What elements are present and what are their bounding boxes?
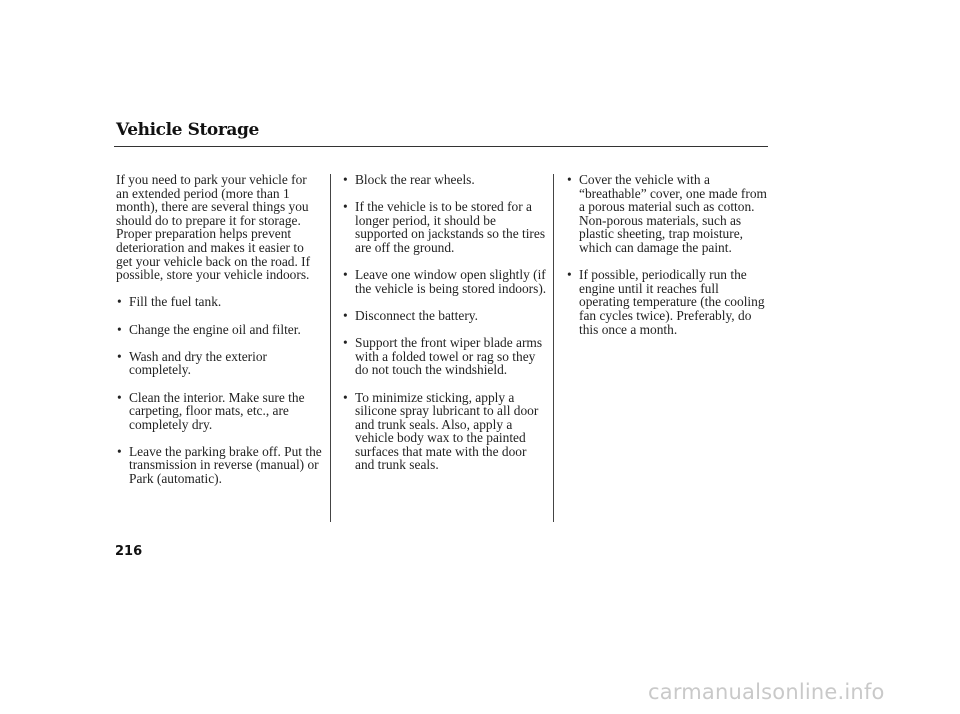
intro-paragraph: If you need to park your vehicle for an extended period (more than 1 month), there are several things you should do to prepare it for storage. Proper preparation helps prevent deterioration and makes it easier to get your vehicle back on the road. If possible, store your vehicle indoors. — [116, 172, 311, 283]
column-3 — [566, 173, 772, 350]
column-divider-2 — [553, 174, 554, 522]
list-item: • Wash and dry the exterior completely. — [116, 350, 322, 377]
list-item: • Leave the parking brake off. Put the transmission in reverse (manual) or Park (automatic). — [116, 445, 322, 486]
list-item: • If the vehicle is to be stored for a longer period, it should be supported on jackstands so the tires are off the ground. — [342, 200, 548, 254]
list-item: • Change the engine oil and filter. — [116, 323, 322, 337]
watermark-logo: carmanualsonline.info — [648, 680, 885, 704]
column-1 — [116, 173, 322, 499]
list-item: • Fill the fuel tank. — [116, 295, 322, 309]
column-divider-1 — [330, 174, 331, 522]
list-item: • Disconnect the battery. — [342, 309, 548, 323]
section-title: Vehicle Storage — [116, 120, 259, 140]
list-item: • Leave one window open slightly (if the vehicle is being stored indoors). — [342, 268, 548, 295]
list-item: • To minimize sticking, apply a silicone spray lubricant to all door and trunk seals. Also, apply a vehicle body wax to the painted surfaces that mate with the door and trunk seals. — [342, 391, 548, 473]
page-number: 216 — [115, 544, 143, 559]
list-item: • If possible, periodically run the engine until it reaches full operating temperature (the cooling fan cycles twice). Preferably, do this once a month. — [566, 268, 772, 336]
list-item: • Support the front wiper blade arms with a folded towel or rag so they do not touch the windshield. — [342, 336, 548, 377]
list-item: • Block the rear wheels. — [342, 173, 548, 187]
column-2 — [342, 173, 548, 486]
title-rule — [114, 146, 768, 147]
column-1-list — [116, 295, 322, 485]
list-item: • Clean the interior. Make sure the carpeting, floor mats, etc., are completely dry. — [116, 391, 322, 432]
list-item: • Cover the vehicle with a “breathable” cover, one made from a porous material such as cotton. Non-porous materials, such as plastic sheeting, trap moisture, which can damage the paint. — [566, 173, 772, 255]
